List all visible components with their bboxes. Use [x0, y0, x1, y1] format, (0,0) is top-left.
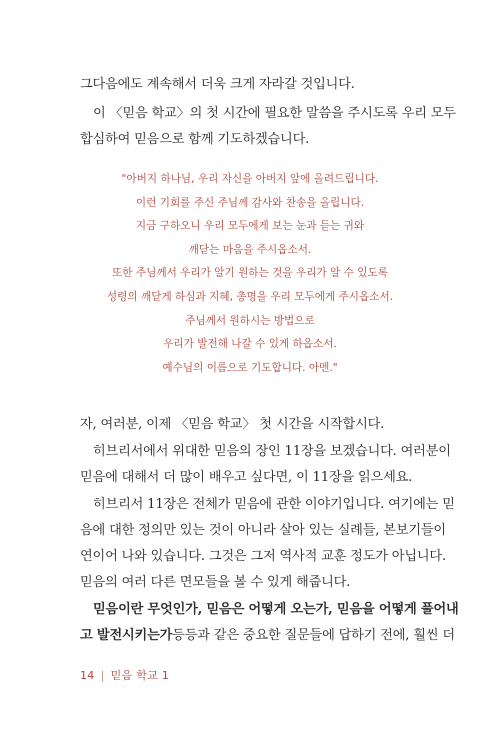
- paragraph-1-line-1: 그다음에도 계속해서 더욱 크게 자라갈 것입니다.: [80, 77, 355, 92]
- paragraph-6-line-2-rest: 등등과 같은 중요한 질문들에 답하기 전에, 훨씬 더: [172, 628, 455, 643]
- paragraph-6-line-2-bold: 고 발전시키는가: [80, 628, 173, 643]
- prayer-line: 주님께서 원하시는 방법으로: [185, 314, 315, 327]
- paragraph-5-line-1: 히브리서 11장은 전체가 믿음에 관한 이야기입니다. 여기에는 믿: [93, 497, 455, 512]
- book-title: 믿음 학교 1: [110, 669, 170, 682]
- prayer-line: 또한 주님께서 우리가 알기 원하는 것을 우리가 알 수 있도록: [112, 267, 388, 280]
- prayer-line: 깨닫는 마음을 주시옵소서.: [188, 243, 312, 256]
- footer-separator: |: [100, 669, 105, 682]
- paragraph-2-line-2: 합심하여 믿음으로 함께 기도하겠습니다.: [80, 132, 310, 147]
- paragraph-4-line-2: 믿음에 대해서 더 많이 배우고 싶다면, 이 11장을 읽으세요.: [80, 470, 413, 485]
- prayer-line: 지금 구하오니 우리 모두에게 보는 눈과 듣는 귀와: [135, 220, 365, 233]
- paragraph-6-line-1: 믿음이란 무엇인가, 믿음은 어떻게 오는가, 믿음을 어떻게 풀어내: [93, 602, 459, 617]
- prayer-block: [80, 168, 420, 380]
- page-footer: [80, 667, 169, 683]
- prayer-line: 우리가 발전해 나갈 수 있게 하옵소서.: [163, 338, 337, 351]
- paragraph-4-line-1: 히브리서에서 위대한 믿음의 장인 11장을 보겠습니다. 여러분이: [93, 444, 451, 459]
- paragraph-5-line-2: 음에 대한 정의만 있는 것이 아니라 살아 있는 실례들, 본보기들이: [80, 523, 446, 538]
- paragraph-5-line-3: 연이어 나와 있습니다. 그것은 그저 역사적 교훈 정도가 아닙니다.: [80, 549, 446, 564]
- paragraph-3-line-1: 자, 여러분, 이제 〈믿음 학교〉 첫 시간을 시작합시다.: [80, 417, 385, 432]
- paragraph-2-line-1: 이 〈믿음 학교〉의 첫 시간에 필요한 말씀을 주시도록 우리 모두: [93, 106, 456, 121]
- prayer-line: 예수님의 이름으로 기도합니다. 아멘.": [162, 361, 338, 374]
- prayer-line: 성령의 깨닫게 하심과 지혜, 총명을 우리 모두에게 주시옵소서.: [106, 290, 394, 303]
- prayer-line: "아버지 하나님, 우리 자신을 아버지 앞에 올려드립니다.: [121, 173, 379, 185]
- prayer-line: 이런 기회를 주신 주님께 감사와 찬송을 올립니다.: [135, 196, 365, 209]
- paragraph-5-line-4: 믿음의 여러 다른 면모들을 볼 수 있게 해줍니다.: [80, 575, 351, 590]
- page-number: 14: [80, 669, 95, 682]
- paragraph-6-line-2: [80, 621, 455, 651]
